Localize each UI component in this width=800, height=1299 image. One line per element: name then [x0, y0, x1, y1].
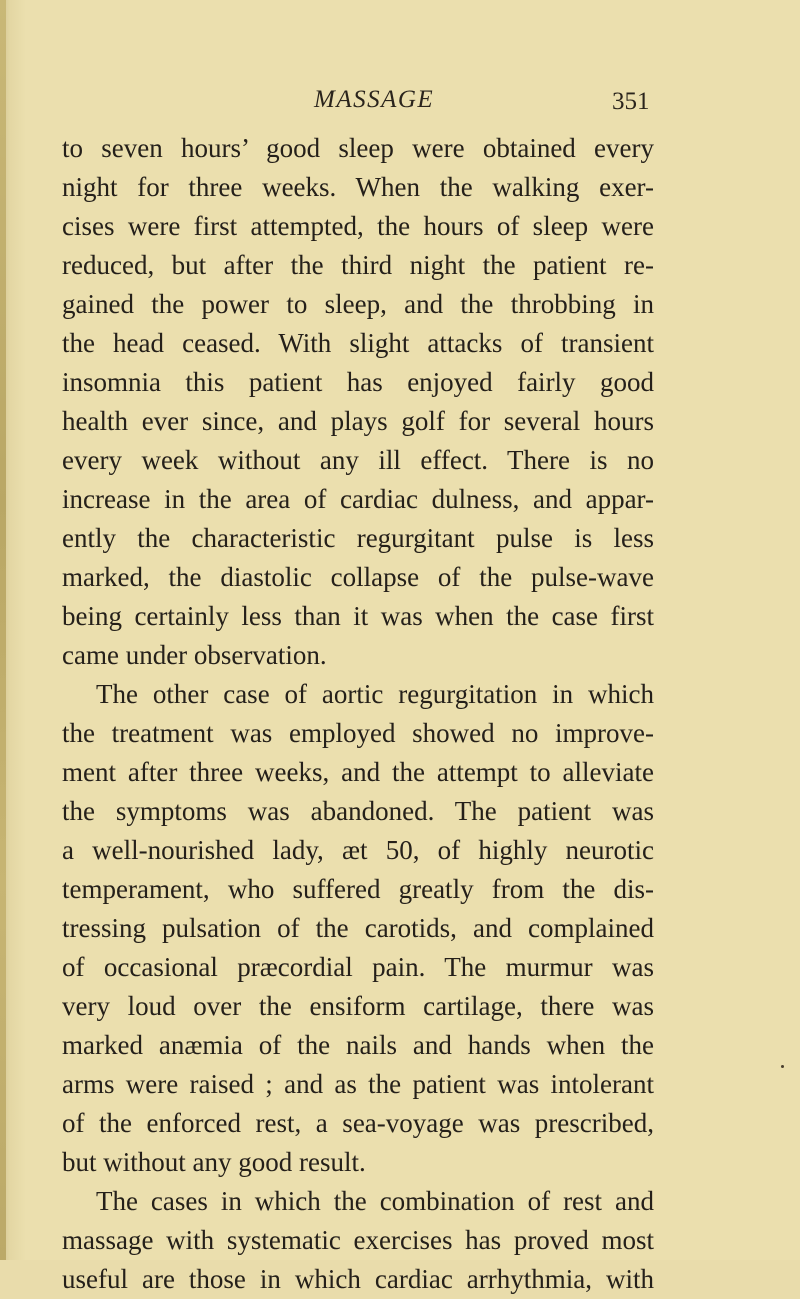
text-line: massage with systematic exercises has proved most [62, 1225, 654, 1255]
text-line: ment after three weeks, and the attempt to alleviate [62, 757, 654, 787]
paragraph-end-line: but without any good result. [62, 1147, 366, 1177]
text-line: increase in the area of cardiac dulness, and appar- [62, 484, 654, 514]
text-line: of the enforced rest, a sea-voyage was prescribed, [62, 1108, 654, 1138]
text-line: tressing pulsation of the carotids, and complained [62, 913, 654, 943]
body-text [62, 129, 654, 1299]
text-line: being certainly less than it was when the case first [62, 601, 654, 631]
text-line: a well-nourished lady, æt 50, of highly neurotic [62, 835, 654, 865]
text-line: cises were first attempted, the hours of sleep were [62, 211, 654, 241]
text-line: marked anæmia of the nails and hands when the [62, 1030, 654, 1060]
text-line: arms were raised ; and as the patient was intolerant [62, 1069, 654, 1099]
paragraph-start-line: The other case of aortic regurgitation in which [96, 679, 654, 709]
paragraph-start-line: The cases in which the combination of rest and [96, 1186, 654, 1216]
text-line: gained the power to sleep, and the throbbing in [62, 289, 654, 319]
text-line: insomnia this patient has enjoyed fairly good [62, 367, 654, 397]
text-line: very loud over the ensiform cartilage, there was [62, 991, 654, 1021]
text-line: to seven hours’ good sleep were obtained every [62, 133, 654, 163]
text-line: the symptoms was abandoned. The patient was [62, 796, 654, 826]
running-head-title: MASSAGE [314, 86, 435, 113]
text-line: of occasional præcordial pain. The murmur was [62, 952, 654, 982]
paragraph-end-line: came under observation. [62, 640, 327, 670]
page-gutter-edge [0, 0, 6, 1260]
text-line: temperament, who suffered greatly from the dis- [62, 874, 654, 904]
text-line: night for three weeks. When the walking exer- [62, 172, 654, 202]
margin-speck [781, 1065, 784, 1068]
text-line: reduced, but after the third night the patient re- [62, 250, 654, 280]
text-line: every week without any ill effect. There is no [62, 445, 654, 475]
text-line: the head ceased. With slight attacks of transient [62, 328, 654, 358]
text-line: the treatment was employed showed no improve- [62, 718, 654, 748]
text-line: marked, the diastolic collapse of the pulse-wave [62, 562, 654, 592]
text-line: ently the characteristic regurgitant pulse is less [62, 523, 654, 553]
text-line: health ever since, and plays golf for several hours [62, 406, 654, 436]
running-head [0, 86, 800, 126]
page-number: 351 [612, 88, 650, 115]
text-line: useful are those in which cardiac arrhythmia, with [62, 1264, 654, 1294]
